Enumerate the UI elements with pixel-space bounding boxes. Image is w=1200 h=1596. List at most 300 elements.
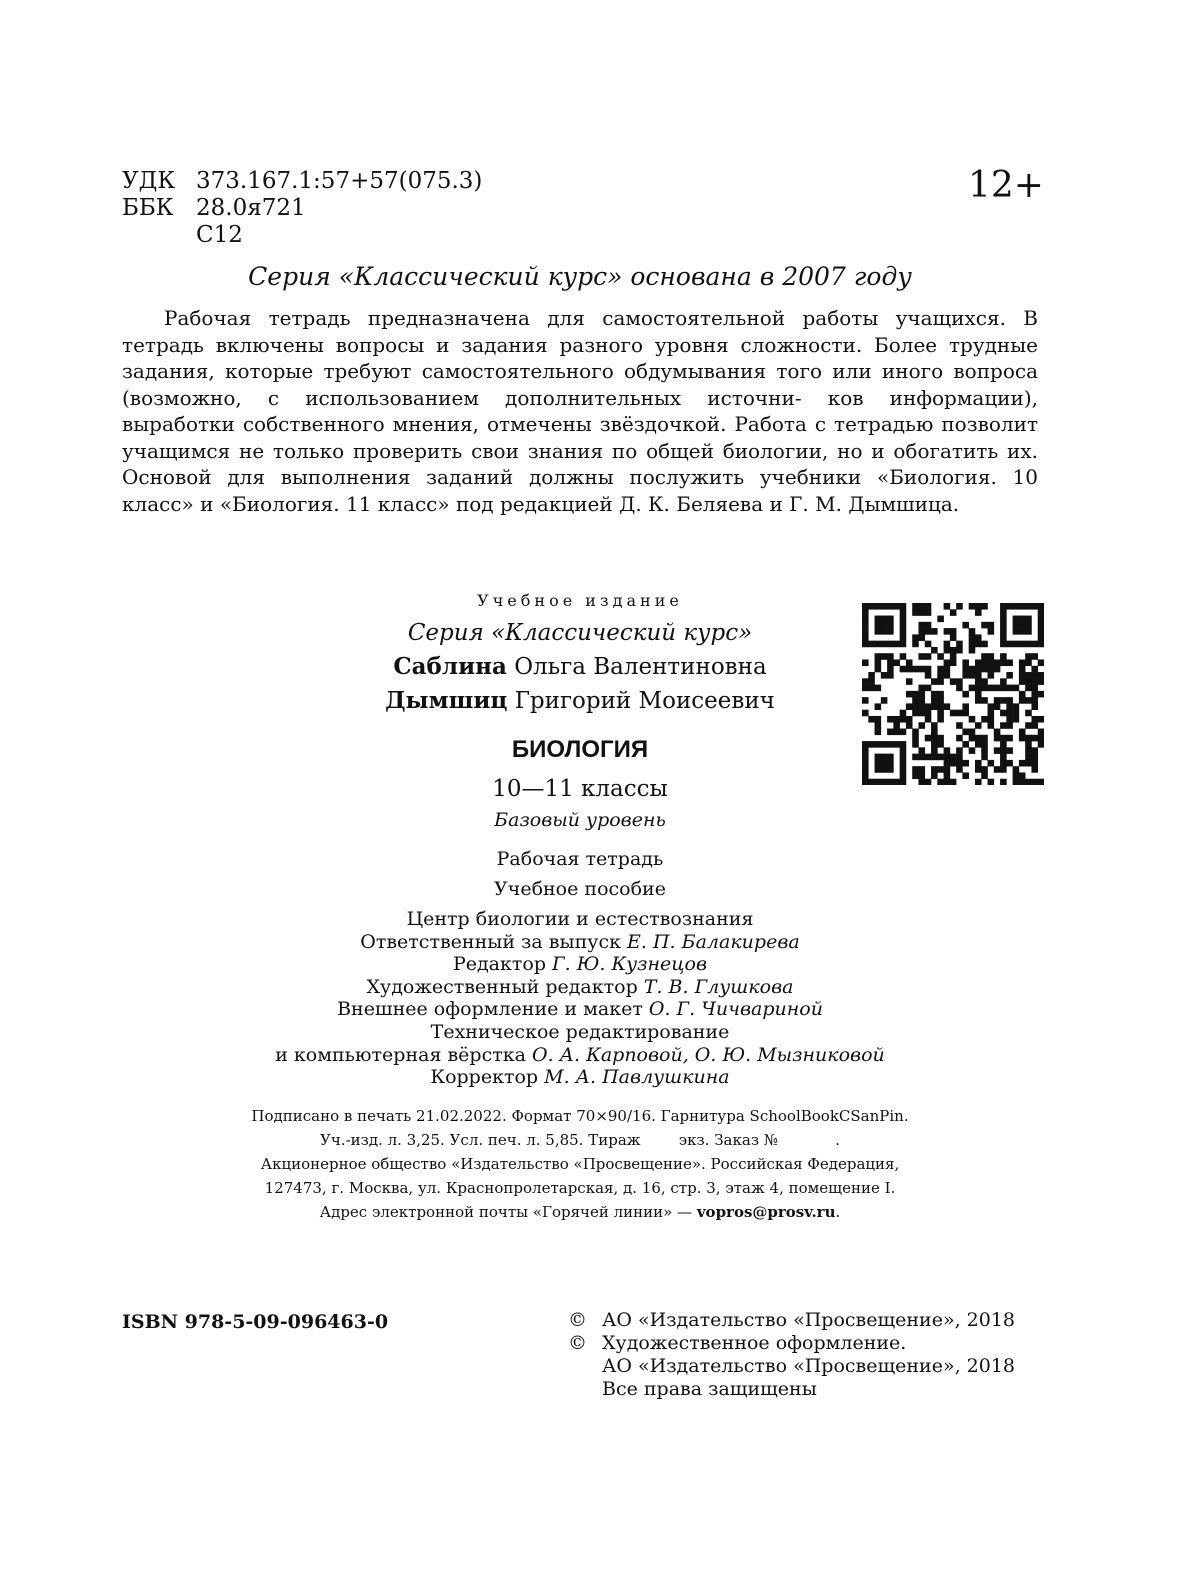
qr-module (944, 703, 951, 710)
qr-module (862, 741, 869, 748)
qr-module (887, 766, 894, 773)
qr-module (1019, 641, 1026, 648)
qr-module (875, 760, 882, 767)
qr-module (900, 766, 907, 773)
qr-module (1019, 666, 1026, 673)
qr-module (1000, 659, 1007, 666)
qr-module (912, 641, 919, 648)
copyright-block (568, 1309, 1015, 1401)
qr-module (975, 779, 982, 785)
qr-module (912, 710, 919, 717)
qr-module (981, 716, 988, 723)
qr-module (875, 703, 882, 710)
qr-module (956, 641, 963, 648)
qr-module (862, 779, 869, 785)
credits-tech-2: и компьютерная вёрстка О. А. Карповой, О. Ю. Мызниковой (275, 1043, 885, 1066)
copyright-line-3: АО «Издательство «Просвещение», 2018 (602, 1355, 1015, 1377)
annotation-line: ков информации), выработки собственного мнения, отмечены звёздочкой. (122, 385, 1038, 436)
qr-module (906, 722, 913, 729)
qr-module (1038, 672, 1044, 679)
credits-art-editor: Художественный редактор Т. В. Глушкова (366, 975, 794, 998)
imprint-block (290, 590, 870, 904)
qr-module (975, 609, 982, 616)
qr-module (981, 741, 988, 748)
qr-module (937, 716, 944, 723)
qr-module (881, 653, 888, 660)
qr-module (975, 678, 982, 685)
qr-module (1000, 747, 1007, 754)
credits-responsible: Ответственный за выпуск Е. П. Балакирева (360, 930, 800, 953)
qr-module (937, 710, 944, 717)
qr-module (944, 779, 951, 785)
qr-module (956, 760, 963, 767)
annotation-line: под редакцией Д. К. Беляева и Г. М. Дымшица. (455, 491, 960, 516)
qr-module (925, 779, 932, 785)
author-mark: С12 (196, 222, 243, 248)
qr-module (862, 697, 869, 704)
qr-module (962, 672, 969, 679)
qr-module (1000, 779, 1007, 785)
qr-module (988, 703, 995, 710)
annotation-line: по общей биологии, но и обогатить их. Основой для выполнения заданий (122, 438, 1038, 489)
qr-module (1000, 685, 1007, 692)
qr-module (969, 603, 976, 610)
qr-module (1025, 616, 1032, 623)
udk-value: 373.167.1:57+57(075.3) (196, 168, 483, 194)
qr-module (937, 766, 944, 773)
qr-module (1019, 622, 1026, 629)
qr-module (881, 672, 888, 679)
qr-module (887, 754, 894, 761)
qr-module (988, 716, 995, 723)
qr-module (1025, 754, 1032, 761)
qr-module (1031, 703, 1038, 710)
qr-module (962, 760, 969, 767)
qr-module (887, 659, 894, 666)
pub-line-1: Подписано в печать 21.02.2022. Формат 70×90/16. Гарнитура SchoolBookCSanPin. (251, 1107, 909, 1125)
qr-module (1006, 685, 1013, 692)
qr-module (887, 666, 894, 673)
qr-module (1000, 741, 1007, 748)
qr-module (931, 747, 938, 754)
qr-module (988, 653, 995, 660)
qr-module (944, 772, 951, 779)
qr-module (875, 659, 882, 666)
qr-module (925, 641, 932, 648)
qr-module (1000, 678, 1007, 685)
qr-module (1031, 653, 1038, 660)
qr-module (988, 672, 995, 679)
qr-module (944, 659, 951, 666)
qr-module (944, 754, 951, 761)
qr-module (1013, 622, 1020, 629)
qr-module (931, 647, 938, 654)
qr-module (1000, 760, 1007, 767)
qr-module (918, 628, 925, 635)
qr-module (1000, 722, 1007, 729)
qr-module (862, 685, 869, 692)
qr-module (988, 659, 995, 666)
qr-module (918, 766, 925, 773)
qr-module (1013, 766, 1020, 773)
qr-module (975, 666, 982, 673)
qr-module (962, 622, 969, 629)
qr-module (862, 609, 869, 616)
qr-module (887, 628, 894, 635)
qr-module (981, 622, 988, 629)
qr-module (994, 703, 1001, 710)
qr-module (912, 772, 919, 779)
qr-module (1006, 722, 1013, 729)
pub-line-4: 127473, г. Москва, ул. Краснопролетарская, д. 16, стр. 3, этаж 4, помещение I. (264, 1179, 896, 1197)
qr-module (975, 760, 982, 767)
qr-module (1038, 716, 1044, 723)
qr-module (994, 666, 1001, 673)
annotation-line: должны послужить учебники «Биология. 10 класс» и «Биология. 11 класс» (122, 465, 1038, 516)
qr-module (944, 641, 951, 648)
annotation-line: трудные задания, которые требуют самостоятельного обдумывания того (122, 332, 1039, 383)
qr-module (956, 678, 963, 685)
qr-module (1006, 659, 1013, 666)
qr-code-icon[interactable] (862, 603, 1044, 785)
qr-module (1031, 766, 1038, 773)
qr-module (1000, 697, 1007, 704)
qr-module (900, 760, 907, 767)
copyright-line-2: Художественное оформление. (602, 1332, 907, 1354)
qr-module (918, 634, 925, 641)
qr-module (1031, 697, 1038, 704)
qr-module (918, 622, 925, 629)
qr-module (1013, 685, 1020, 692)
qr-module (975, 641, 982, 648)
qr-module (862, 628, 869, 635)
qr-module (925, 685, 932, 692)
qr-module (969, 672, 976, 679)
qr-module (1013, 641, 1020, 648)
qr-module (1000, 622, 1007, 629)
qr-module (887, 716, 894, 723)
qr-module (981, 754, 988, 761)
qr-module (1019, 779, 1026, 785)
qr-module (918, 685, 925, 692)
qr-module (944, 603, 951, 610)
qr-module (981, 666, 988, 673)
qr-module (881, 616, 888, 623)
qr-module (950, 754, 957, 761)
copyright-line-4: Все права защищены (602, 1378, 817, 1400)
qr-module (1019, 616, 1026, 623)
qr-module (994, 747, 1001, 754)
qr-module (988, 722, 995, 729)
qr-module (912, 666, 919, 673)
qr-module (893, 603, 900, 610)
qr-module (1031, 760, 1038, 767)
qr-module (868, 716, 875, 723)
qr-module (1031, 735, 1038, 742)
qr-module (1006, 760, 1013, 767)
qr-module (900, 754, 907, 761)
qr-module (969, 729, 976, 736)
author-1 (290, 650, 870, 684)
qr-module (975, 672, 982, 679)
qr-module (969, 735, 976, 742)
qr-module (881, 779, 888, 785)
isbn: ISBN 978-5-09-096463-0 (122, 1311, 389, 1333)
qr-module (950, 653, 957, 660)
publication-info (150, 1104, 1010, 1224)
qr-module (962, 710, 969, 717)
qr-module (988, 710, 995, 717)
qr-module (931, 772, 938, 779)
qr-module (981, 603, 988, 610)
qr-module (868, 603, 875, 610)
qr-module (881, 622, 888, 629)
qr-module (1019, 659, 1026, 666)
qr-module (1000, 628, 1007, 635)
type-manual: Учебное пособие (494, 878, 666, 900)
qr-module (918, 779, 925, 785)
qr-module (1013, 603, 1020, 610)
qr-module (975, 685, 982, 692)
qr-module (1025, 722, 1032, 729)
qr-module (1038, 622, 1044, 629)
qr-module (1000, 735, 1007, 742)
qr-module (912, 609, 919, 616)
qr-module (912, 634, 919, 641)
qr-module (925, 735, 932, 742)
qr-module (893, 741, 900, 748)
qr-module (944, 666, 951, 673)
qr-module (1019, 760, 1026, 767)
qr-module (944, 766, 951, 773)
qr-module (900, 710, 907, 717)
qr-module (868, 779, 875, 785)
qr-module (900, 622, 907, 629)
qr-module (969, 641, 976, 648)
annotation-line: Рабочая тетрадь предназначена для самостоятельной работы учащихся. (164, 306, 1006, 330)
qr-module (969, 666, 976, 673)
qr-module (906, 659, 913, 666)
qr-module (994, 697, 1001, 704)
qr-module (1013, 703, 1020, 710)
copyright-symbol-1: © (568, 1309, 587, 1331)
qr-module (900, 747, 907, 754)
qr-module (931, 678, 938, 685)
qr-module (881, 628, 888, 635)
qr-module (912, 729, 919, 736)
qr-module (912, 603, 919, 610)
qr-module (918, 772, 925, 779)
qr-module (981, 641, 988, 648)
qr-module (956, 766, 963, 773)
qr-module (981, 747, 988, 754)
qr-module (1006, 710, 1013, 717)
qr-module (962, 741, 969, 748)
annotation-line: или иного вопроса (возможно, с использованием дополнительных источни- (122, 359, 1039, 410)
pub-line-2: Уч.-изд. л. 3,25. Усл. печ. л. 5,85. Тираж экз. Заказ № . (320, 1131, 840, 1149)
qr-module (1000, 710, 1007, 717)
qr-module (950, 634, 957, 641)
qr-module (1013, 772, 1020, 779)
qr-module (1038, 609, 1044, 616)
qr-module (900, 603, 907, 610)
qr-module (1019, 672, 1026, 679)
qr-module (875, 685, 882, 692)
qr-module (981, 772, 988, 779)
qr-module (862, 641, 869, 648)
qr-module (868, 741, 875, 748)
qr-module (994, 766, 1001, 773)
qr-module (912, 766, 919, 773)
qr-module (969, 647, 976, 654)
qr-module (1019, 678, 1026, 685)
author-2-name: Григорий Моисеевич (514, 688, 775, 714)
qr-module (931, 722, 938, 729)
qr-module (931, 697, 938, 704)
qr-module (944, 747, 951, 754)
qr-module (988, 628, 995, 635)
qr-module (1038, 628, 1044, 635)
qr-module (981, 766, 988, 773)
author-1-surname: Саблина (393, 653, 507, 680)
qr-module (956, 603, 963, 610)
age-rating: 12+ (968, 165, 1044, 206)
qr-module (937, 741, 944, 748)
qr-module (937, 754, 944, 761)
qr-module (887, 622, 894, 629)
qr-module (937, 653, 944, 660)
qr-module (912, 735, 919, 742)
qr-module (887, 672, 894, 679)
qr-module (944, 760, 951, 767)
qr-module (1031, 672, 1038, 679)
qr-module (975, 659, 982, 666)
qr-module (1000, 653, 1007, 660)
qr-module (862, 634, 869, 641)
qr-module (906, 703, 913, 710)
qr-module (925, 603, 932, 610)
qr-module (875, 653, 882, 660)
qr-module (1000, 616, 1007, 623)
pub-line-5: Адрес электронной почты «Горячей линии» — vopros@prosv.ru. (319, 1203, 841, 1221)
qr-module (918, 697, 925, 704)
qr-module (918, 703, 925, 710)
qr-module (1019, 735, 1026, 742)
qr-module (875, 741, 882, 748)
qr-module (988, 685, 995, 692)
author-2 (290, 684, 870, 718)
qr-module (918, 603, 925, 610)
qr-module (875, 729, 882, 736)
qr-module (925, 703, 932, 710)
qr-module (1006, 703, 1013, 710)
qr-module (1025, 641, 1032, 648)
qr-module (1013, 616, 1020, 623)
qr-module (875, 616, 882, 623)
qr-module (937, 703, 944, 710)
qr-module (969, 634, 976, 641)
qr-module (918, 754, 925, 761)
qr-module (1031, 779, 1038, 785)
qr-module (1031, 747, 1038, 754)
qr-module (887, 729, 894, 736)
qr-module (918, 691, 925, 698)
qr-module (1031, 666, 1038, 673)
qr-module (962, 703, 969, 710)
edition-type: Учебное издание (477, 591, 683, 610)
qr-module (875, 754, 882, 761)
qr-module (1038, 729, 1044, 736)
classification-codes (122, 168, 482, 249)
qr-module (975, 697, 982, 704)
qr-module (918, 747, 925, 754)
qr-module (868, 685, 875, 692)
qr-module (900, 729, 907, 736)
qr-module (956, 747, 963, 754)
qr-module (900, 741, 907, 748)
qr-module (900, 609, 907, 616)
qr-module (1025, 672, 1032, 679)
qr-module (900, 653, 907, 660)
qr-module (975, 691, 982, 698)
pub-line-3: Акционерное общество «Издательство «Просвещение». Российская Федерация, (260, 1155, 900, 1173)
qr-module (925, 754, 932, 761)
udk-label: УДК (122, 168, 176, 194)
qr-module (912, 754, 919, 761)
qr-module (887, 760, 894, 767)
qr-module (875, 716, 882, 723)
qr-module (1025, 628, 1032, 635)
qr-module (881, 641, 888, 648)
qr-module (1013, 628, 1020, 635)
qr-module (900, 666, 907, 673)
qr-module (862, 710, 869, 717)
credits-tech-1: Техническое редактирование (430, 1020, 730, 1043)
qr-module (950, 609, 957, 616)
qr-module (1013, 716, 1020, 723)
book-title: БИОЛОГИЯ (511, 736, 649, 763)
qr-module (937, 672, 944, 679)
qr-module (862, 754, 869, 761)
qr-module (893, 729, 900, 736)
qr-module (969, 747, 976, 754)
qr-module (994, 659, 1001, 666)
qr-module (862, 622, 869, 629)
qr-module (1038, 616, 1044, 623)
qr-module (1025, 622, 1032, 629)
qr-module (900, 716, 907, 723)
level: Базовый уровень (494, 809, 666, 831)
series-note: Серия «Классический курс» основана в 2007 году (248, 262, 912, 291)
hotline-email[interactable]: vopros@prosv.ru (696, 1203, 836, 1221)
qr-module (931, 741, 938, 748)
qr-module (962, 772, 969, 779)
qr-module (969, 628, 976, 635)
qr-module (1006, 697, 1013, 704)
qr-module (887, 779, 894, 785)
qr-module (925, 666, 932, 673)
qr-module (1006, 603, 1013, 610)
qr-module (956, 647, 963, 654)
qr-module (900, 634, 907, 641)
qr-module (875, 622, 882, 629)
qr-module (956, 735, 963, 742)
qr-module (969, 685, 976, 692)
qr-module (925, 622, 932, 629)
qr-module (918, 722, 925, 729)
qr-module (881, 603, 888, 610)
qr-module (868, 641, 875, 648)
